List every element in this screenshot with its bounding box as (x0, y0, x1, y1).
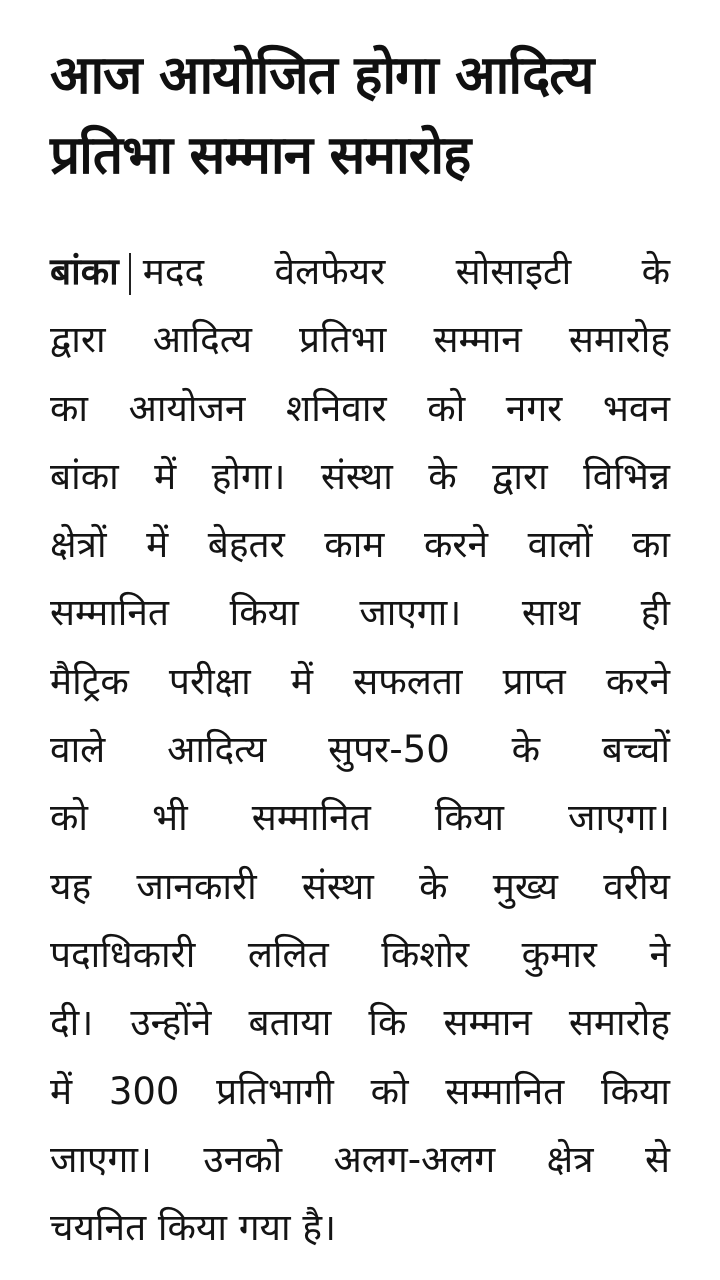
article-line: सम्मानित किया जाएगा। साथ ही (50, 591, 670, 635)
headline-line-1: आज आयोजित होगा आदित्य (50, 45, 594, 106)
article-line: दी। उन्होंने बताया कि सम्मान समारोह (50, 1001, 670, 1045)
article-line: का आयोजन शनिवार को नगर भवन (50, 386, 670, 430)
article-line: वाले आदित्य सुपर-50 के बच्चों (50, 728, 670, 772)
headline (50, 36, 690, 196)
article-line: यह जानकारी संस्था के मुख्य वरीय (50, 864, 670, 908)
article-body (50, 238, 670, 1262)
article-line-last: चयनित किया गया है। (50, 1206, 337, 1250)
dateline: बांका (50, 250, 119, 293)
headline-line-2: प्रतिभा सम्मान समारोह (50, 125, 471, 186)
article-line: क्षेत्रों में बेहतर काम करने वालों का (50, 523, 670, 567)
article-line-1-text: मदद वेलफेयर सोसाइटी के (142, 250, 670, 293)
article-line: में 300 प्रतिभागी को सम्मानित किया (50, 1069, 670, 1113)
article-line: जाएगा। उनको अलग-अलग क्षेत्र से (50, 1137, 670, 1181)
article-line-1 (50, 238, 670, 306)
article-line: द्वारा आदित्य प्रतिभा सम्मान समारोह (50, 318, 670, 362)
article-line: बांका में होगा। संस्था के द्वारा विभिन्न (50, 454, 670, 498)
article-line: मैट्रिक परीक्षा में सफलता प्राप्त करने (50, 659, 670, 703)
article-line: पदाधिकारी ललित किशोर कुमार ने (50, 932, 670, 976)
article-line: को भी सम्मानित किया जाएगा। (50, 796, 670, 840)
dateline-separator (129, 253, 131, 295)
